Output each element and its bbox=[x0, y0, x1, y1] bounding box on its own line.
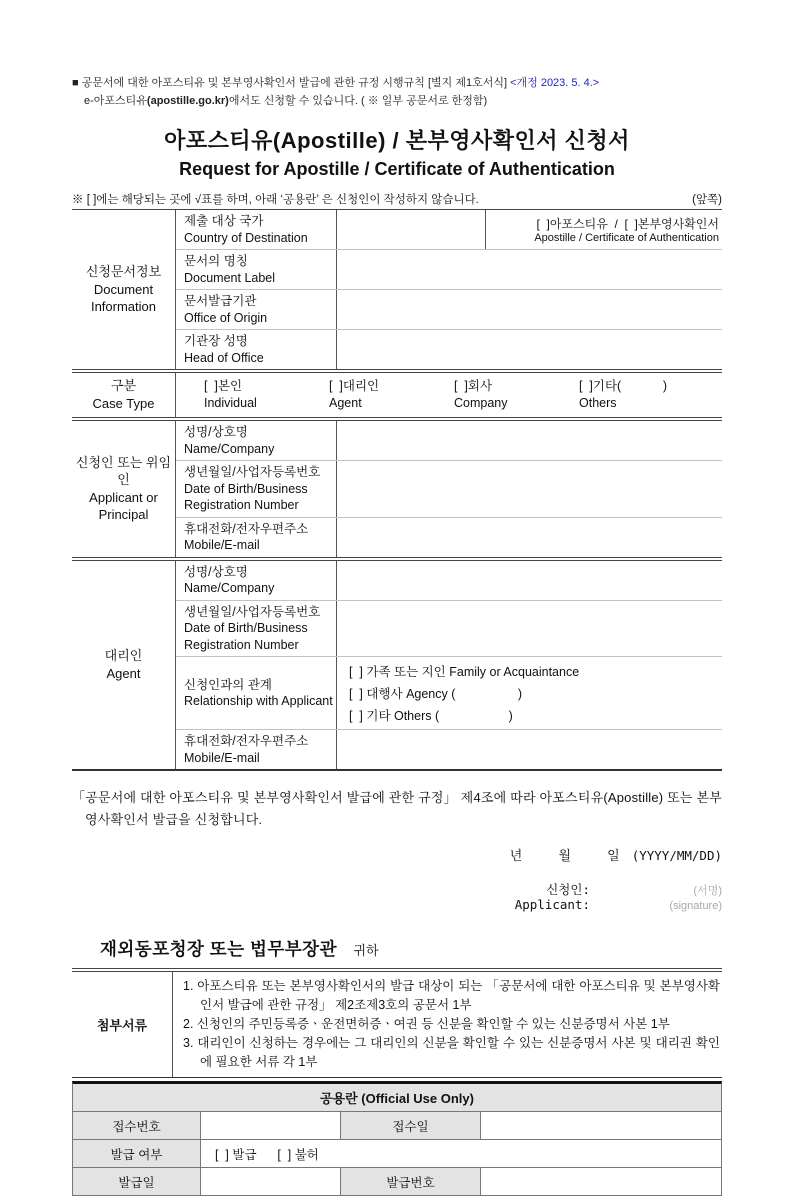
certificate-type-checkboxes[interactable]: [ ]아포스티유 / [ ]본부영사확인서 bbox=[536, 217, 719, 231]
label-ko: 기관장 성명 bbox=[184, 334, 248, 348]
relationship-options bbox=[336, 657, 722, 729]
date-line bbox=[72, 845, 722, 864]
label-en: Mobile/E-mail bbox=[184, 538, 260, 552]
applicant-group-ko: 신청인 또는 위임인 bbox=[75, 454, 172, 488]
label-ko: 휴대전화/전자우편주소 bbox=[184, 521, 309, 536]
issue-date-field[interactable] bbox=[201, 1168, 341, 1195]
applicant-name-field[interactable] bbox=[336, 421, 722, 460]
regulation-notice-text: ■ 공문서에 대한 아포스티유 및 본부영사확인서 발급에 관한 규정 시행규칙 [별지 제1호서식] bbox=[72, 77, 508, 89]
receipt-date-field[interactable] bbox=[481, 1112, 721, 1139]
label-ko: 제출 대상 국가 bbox=[184, 214, 264, 228]
applicant-group-en: Applicant or Principal bbox=[89, 489, 158, 523]
addressee-honorific: 귀하 bbox=[353, 943, 379, 958]
applicant-signature-label-en: Applicant: bbox=[514, 897, 590, 912]
row-agent-contact bbox=[176, 729, 722, 769]
row-head-of-office bbox=[176, 329, 722, 369]
row-applicant-contact bbox=[176, 517, 722, 557]
form-title-korean: 아포스티유(Apostille) / 본부영사확인서 신청서 bbox=[164, 128, 630, 153]
label-agent-birthdate bbox=[176, 601, 336, 657]
case-type-header bbox=[72, 373, 175, 417]
case-type-en: Case Type bbox=[92, 396, 155, 411]
document-label-field[interactable] bbox=[336, 250, 722, 289]
attachment-item-1: 1. 아포스티유 또는 본부영사확인서의 발급 대상이 되는 「공문서에 대한 아포스티유 및 본부영사확인서 발급에 관한 규정」 제2조제3호의 공문서 1부 bbox=[183, 979, 720, 1012]
case-type-ko: 구분 bbox=[110, 378, 137, 394]
applicant-birthdate-field[interactable] bbox=[336, 461, 722, 517]
label-en: Head of Office bbox=[184, 350, 264, 365]
agent-group-header bbox=[72, 561, 175, 770]
case-option-others[interactable] bbox=[579, 378, 722, 412]
row-agent-relationship bbox=[176, 656, 722, 729]
case-option-company[interactable] bbox=[454, 378, 579, 412]
declaration-statement: 「공문서에 대한 아포스티유 및 본부영사확인서 발급에 관한 규정」 제4조에 따라 아포스티유(Apostille) 또는 본부영사확인서 발급을 신청합니다. bbox=[72, 790, 722, 827]
checkmark-instruction: ※ [ ]에는 해당되는 곳에 √표를 하며, 아래 ‘공용란’ 은 신청인이 작성하지 않습니다. bbox=[72, 194, 479, 206]
label-ko: 성명/상호명 bbox=[184, 425, 248, 439]
regulation-notice bbox=[72, 76, 722, 91]
agent-name-field[interactable] bbox=[336, 561, 722, 600]
e-apostille-prefix: e-아포스티유 bbox=[84, 95, 147, 107]
issue-number-label: 발급번호 bbox=[341, 1168, 481, 1195]
addressee-title: 재외동포청장 또는 법무부장관 bbox=[100, 939, 337, 959]
issue-number-field[interactable] bbox=[481, 1168, 721, 1195]
checkbox-agency[interactable]: [ ] 대행사 Agency ( ) bbox=[349, 687, 523, 701]
row-office-of-origin bbox=[176, 289, 722, 329]
label-en: Name/Company bbox=[184, 581, 275, 595]
checkmark-instruction-row bbox=[72, 191, 722, 209]
form-title-english: Request for Apostille / Certificate of Authentication bbox=[179, 159, 615, 179]
document-info-group-header bbox=[72, 210, 175, 369]
row-agent-name bbox=[176, 561, 722, 600]
checkbox-family-or-acquaintance[interactable]: [ ] 가족 또는 지인 Family or Acquaintance bbox=[349, 665, 580, 679]
official-use-row-receipt bbox=[73, 1112, 721, 1140]
checkbox-relationship-others[interactable]: [ ] 기타 Others ( ) bbox=[349, 709, 513, 723]
issuance-status-options[interactable]: [ ] 발급 [ ] 불허 bbox=[215, 1147, 319, 1162]
label-ko: 문서의 명칭 bbox=[184, 254, 248, 268]
label-head-of-office bbox=[176, 330, 336, 369]
row-country-of-destination bbox=[176, 210, 722, 249]
application-table bbox=[72, 209, 722, 771]
head-of-office-field[interactable] bbox=[336, 330, 722, 369]
attachments-label: 첨부서류 bbox=[96, 1018, 148, 1033]
case-type-options bbox=[175, 373, 722, 417]
certificate-type-options[interactable] bbox=[485, 210, 722, 249]
issuance-status-label: 발급 여부 bbox=[73, 1140, 201, 1167]
label-en: Date of Birth/Business Registration Number bbox=[184, 481, 308, 512]
row-applicant-birthdate bbox=[176, 460, 722, 517]
label-document-label bbox=[176, 250, 336, 289]
section-case-type bbox=[72, 373, 722, 421]
agent-birthdate-field[interactable] bbox=[336, 601, 722, 657]
label-ko: 생년월일/사업자등록번호 bbox=[184, 604, 321, 619]
front-side-marker: (앞쪽) bbox=[692, 194, 722, 206]
e-apostille-suffix: 에서도 신청할 수 있습니다. ( ※ 일부 공문서로 한정함) bbox=[228, 95, 488, 107]
checkbox-others[interactable]: [ ]기타( ) bbox=[579, 379, 668, 394]
case-option-agent[interactable] bbox=[329, 378, 454, 412]
document-info-group-en: Document Information bbox=[90, 281, 157, 315]
applicant-group-header bbox=[72, 421, 175, 557]
e-apostille-notice bbox=[72, 94, 722, 109]
applicant-contact-field[interactable] bbox=[336, 518, 722, 557]
signature-row-en bbox=[72, 897, 722, 914]
label-ko: 성명/상호명 bbox=[184, 564, 248, 579]
date-format-hint: (YYYY/MM/DD) bbox=[631, 848, 722, 863]
row-agent-birthdate bbox=[176, 600, 722, 657]
agent-contact-field[interactable] bbox=[336, 730, 722, 769]
agent-group-en: Agent bbox=[106, 665, 141, 681]
label-en: Mobile/E-mail bbox=[184, 750, 260, 765]
official-use-row-issue bbox=[73, 1168, 721, 1195]
label-en: Relationship with Applicant bbox=[184, 694, 333, 708]
attachments-list bbox=[172, 972, 722, 1077]
case-option-company-en: Company bbox=[454, 396, 508, 410]
label-applicant-name bbox=[176, 421, 336, 460]
receipt-number-field[interactable] bbox=[201, 1112, 341, 1139]
attachment-item-3: 3. 대리인이 신청하는 경우에는 그 대리인의 신분을 확인할 수 있는 신분증명서 사본 및 대리권 확인에 필요한 서류 각 1부 bbox=[183, 1036, 720, 1069]
checkbox-individual[interactable]: [ ]본인 bbox=[204, 379, 243, 394]
case-option-agent-en: Agent bbox=[329, 396, 362, 410]
official-use-table bbox=[72, 1081, 722, 1196]
applicant-signature-label-ko: 신청인: bbox=[546, 882, 590, 897]
label-ko: 휴대전화/전자우편주소 bbox=[184, 734, 309, 748]
label-en: Country of Destination bbox=[184, 230, 308, 245]
label-agent-name bbox=[176, 561, 336, 600]
section-document-info bbox=[72, 210, 722, 373]
label-en: Office of Origin bbox=[184, 310, 268, 325]
signature-block bbox=[72, 880, 722, 914]
agent-group-ko: 대리인 bbox=[104, 648, 143, 664]
revision-date-note: <개정 2023. 5. 4.> bbox=[510, 77, 600, 89]
label-en: Document Label bbox=[184, 270, 276, 285]
label-agent-relationship bbox=[176, 657, 336, 729]
country-of-destination-field[interactable] bbox=[337, 210, 485, 249]
receipt-date-label: 접수일 bbox=[341, 1112, 481, 1139]
official-use-row-issuance bbox=[73, 1140, 721, 1168]
issue-date-label: 발급일 bbox=[73, 1168, 201, 1195]
row-applicant-name bbox=[176, 421, 722, 460]
signature-row-ko bbox=[72, 880, 722, 897]
signature-hint-en: (signature) bbox=[669, 900, 722, 912]
label-en: Date of Birth/Business Registration Number bbox=[184, 621, 308, 652]
case-option-individual-en: Individual bbox=[204, 396, 257, 410]
checkbox-company[interactable]: [ ]회사 bbox=[454, 379, 493, 394]
e-apostille-url: (apostille.go.kr) bbox=[146, 95, 229, 107]
attachments-table bbox=[72, 968, 722, 1078]
official-use-header: 공용란 (Official Use Only) bbox=[73, 1084, 721, 1112]
section-agent bbox=[72, 561, 722, 772]
row-document-label bbox=[176, 249, 722, 289]
label-ko: 문서발급기관 bbox=[184, 294, 257, 308]
case-option-others-en: Others bbox=[579, 396, 617, 410]
label-country-of-destination bbox=[176, 210, 336, 249]
section-applicant bbox=[72, 421, 722, 561]
label-en: Name/Company bbox=[184, 441, 275, 456]
label-ko: 생년월일/사업자등록번호 bbox=[184, 465, 321, 479]
attachment-item-2: 2. 신청인의 주민등록증ㆍ운전면허증ㆍ여권 등 신분을 확인할 수 있는 신분증명서 사본 1부 bbox=[183, 1017, 670, 1031]
signature-hint-ko: (서명) bbox=[693, 885, 722, 897]
label-applicant-contact bbox=[176, 518, 336, 557]
receipt-number-label: 접수번호 bbox=[73, 1112, 201, 1139]
checkbox-agent[interactable]: [ ]대리인 bbox=[329, 379, 380, 394]
date-fields[interactable]: 년 월 일 bbox=[509, 848, 620, 863]
case-option-individual[interactable] bbox=[204, 378, 329, 412]
label-office-of-origin bbox=[176, 290, 336, 329]
label-applicant-birthdate bbox=[176, 461, 336, 517]
document-info-group-ko: 신청문서정보 bbox=[85, 264, 162, 280]
addressee-line bbox=[72, 936, 722, 960]
office-of-origin-field[interactable] bbox=[336, 290, 722, 329]
label-agent-contact bbox=[176, 730, 336, 769]
certificate-type-english: Apostille / Certificate of Authentication bbox=[534, 232, 719, 244]
label-ko: 신청인과의 관계 bbox=[184, 677, 272, 692]
